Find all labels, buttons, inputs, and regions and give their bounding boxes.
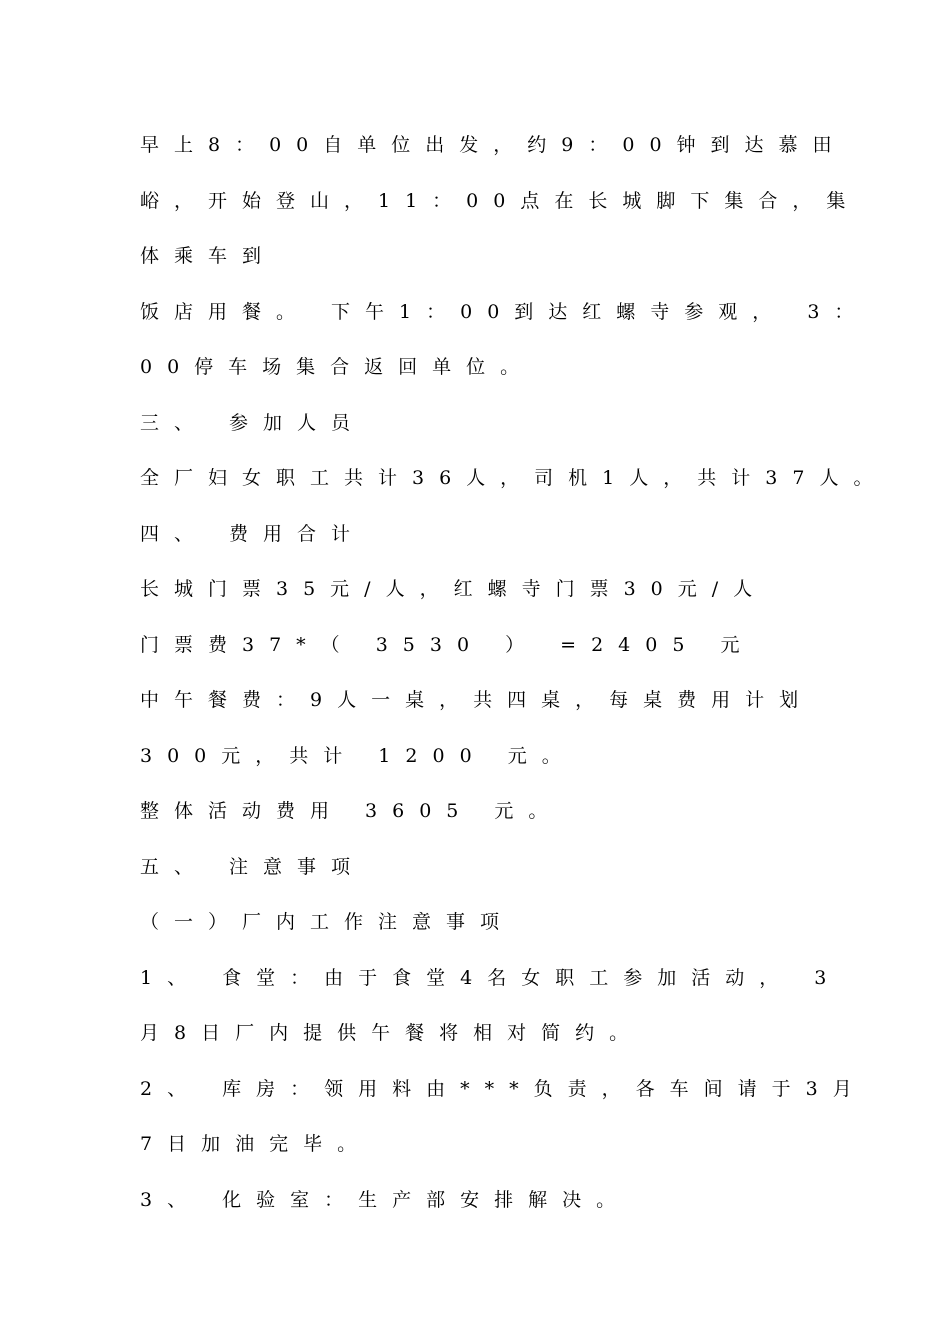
text-line: 7日加油完毕。: [140, 1133, 372, 1155]
text-line: 饭店用餐。 下午1：00到达红螺寺参观， 3：: [140, 301, 869, 323]
text-line: 峪，开始登山，11：00点在长城脚下集合，集: [140, 190, 861, 212]
list-item: 2、 库房：领用料由***负责，各车间请于3月: [140, 1078, 867, 1100]
text-line: 长城门票35元/人，红螺寺门票30元/人: [140, 578, 768, 600]
text-line: 300元，共计 1200 元。: [140, 745, 576, 767]
text-line: 整体活动费用 3605 元。: [140, 800, 563, 822]
list-item: 3、 化验室：生产部安排解决。: [140, 1189, 631, 1211]
subsection-heading: （一）厂内工作注意事项: [140, 911, 515, 933]
list-item: 1、 食堂：由于食堂4名女职工参加活动， 3: [140, 967, 842, 989]
text-line: 体乘车到: [140, 245, 277, 267]
section-heading: 四、 费用合计: [140, 523, 366, 545]
text-line: 中午餐费：9人一桌，共四桌，每桌费用计划: [140, 689, 814, 711]
text-line: 全厂妇女职工共计36人，司机1人，共计37人。: [140, 467, 888, 489]
section-heading: 三、 参加人员: [140, 412, 366, 434]
text-line: 早上8：00自单位出发，约9：00钟到达慕田: [140, 134, 847, 156]
text-line: 00停车场集合返回单位。: [140, 356, 535, 378]
section-heading: 五、 注意事项: [140, 856, 366, 878]
text-line: 门票费37*（ 3530 ） =2405 元: [140, 634, 755, 656]
text-line: 月8日厂内提供午餐将相对简约。: [140, 1022, 644, 1044]
